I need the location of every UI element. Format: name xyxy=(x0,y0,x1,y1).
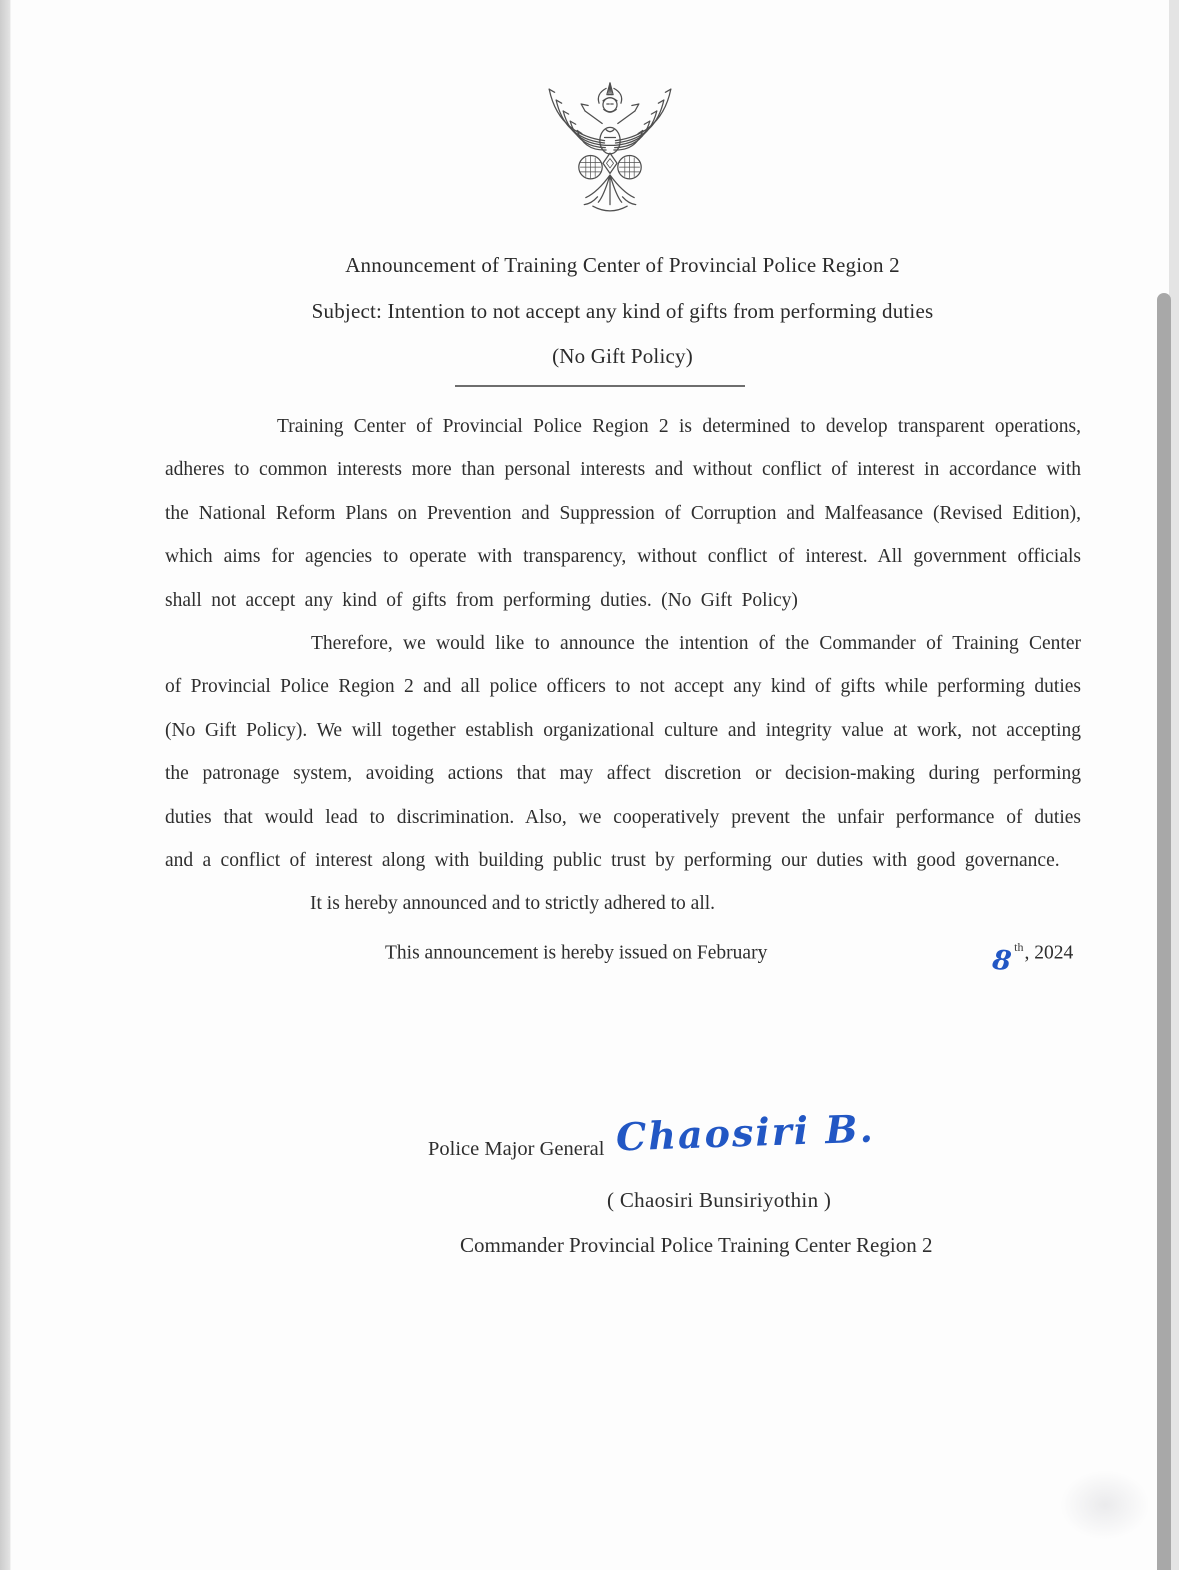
signature-name: ( Chaosiri Bunsiriyothin ) xyxy=(607,1188,832,1212)
title-divider xyxy=(455,385,745,387)
title-line-no-gift-policy: (No Gift Policy) xyxy=(552,344,693,368)
scrollbar-thumb[interactable] xyxy=(1157,293,1171,1570)
date-suffix: , 2024 xyxy=(1024,942,1074,964)
date-line xyxy=(165,926,1081,978)
title-line-subject: Subject: Intention to not accept any kind of gifts from performing duties xyxy=(311,298,934,323)
letter-body xyxy=(165,405,1081,978)
signature-rank: Police Major General xyxy=(428,1138,605,1160)
title-block xyxy=(165,243,1080,380)
scan-edge-left xyxy=(0,0,11,1570)
paragraph-2: Therefore, we would like to announce the intention of the Commander of Training Center of Provincial Police Region 2 and all police officers to not accept any kind of gifts while performing duties (No Gift Policy). We will together establish organizational culture and integrity value at work, not accepting the patronage system, avoiding actions that may affect discretion or decision-making during performing duties that would lead to discrimination. Also, we cooperatively prevent the unfair performance of duties and a conflict of interest along with building public trust by performing our duties with good governance. xyxy=(165,633,1081,872)
date-prefix: This announcement is hereby issued on February xyxy=(385,942,768,964)
signature-position: Commander Provincial Police Training Center Region 2 xyxy=(460,1233,933,1257)
paragraph-1: Training Center of Provincial Police Region 2 is determined to develop transparent operations, adheres to common interests more than personal interests and without conflict of interest in accordance with the National Reform Plans on Prevention and Suppression of Corruption and Malfeasance (Revised Edition), which aims for agencies to operate with transparency, without conflict of interest. All government officials shall not accept any kind of gifts from performing duties. (No Gift Policy) xyxy=(165,416,1081,611)
handwritten-day: 8 xyxy=(991,944,1014,978)
title-line-announcement: Announcement of Training Center of Provincial Police Region 2 xyxy=(345,253,900,277)
closing-line: It is hereby announced and to strictly adhered to all. xyxy=(310,893,716,915)
scan-smudge xyxy=(1060,1470,1150,1540)
date-ordinal: th xyxy=(1014,939,1024,954)
thai-garuda-emblem-icon xyxy=(532,64,688,236)
handwritten-signature: Chaosiri B. xyxy=(615,1105,876,1160)
